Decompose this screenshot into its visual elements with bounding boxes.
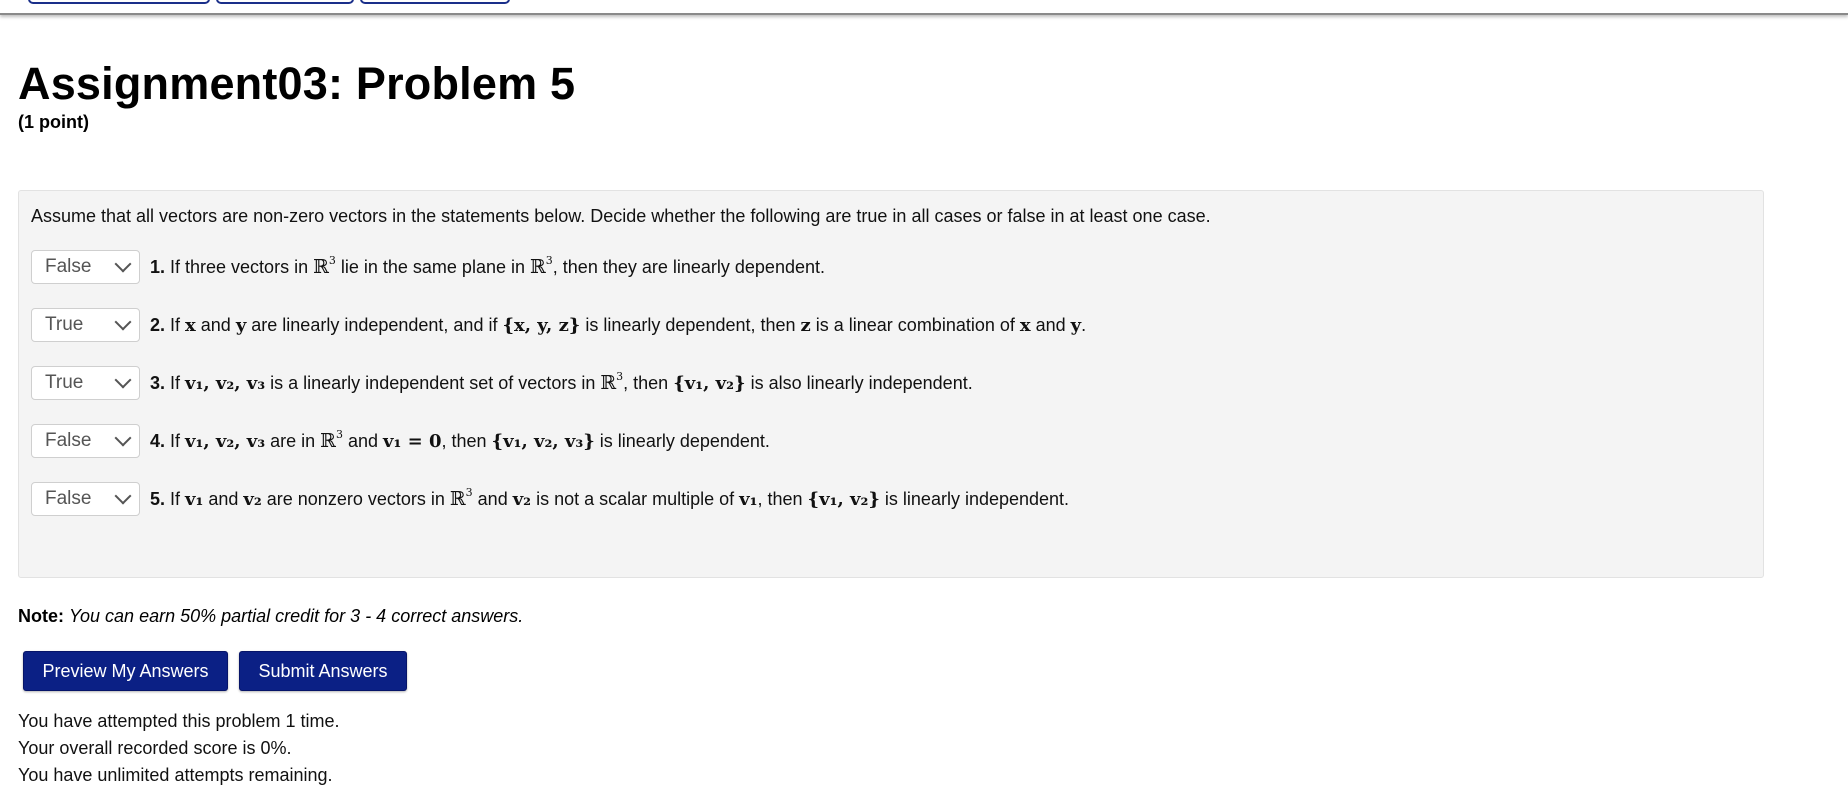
question-text-2: 2. If x and y are linearly independent, and if {x, y, z} is linearly dependent, then z is a linear combination of x and y. (150, 314, 1087, 336)
score-status: Your overall recorded score is 0%. (18, 738, 292, 758)
page-title: Assignment03: Problem 5 (18, 58, 576, 109)
question-text-4: 4. If v₁, v₂, v₃ are in ℝ$^3$ and v₁ = 0, then {v₁, v₂, v₃} is linearly dependent. (150, 428, 770, 452)
note-text: You can earn 50% partial credit for 3 - 4 correct answers. (69, 606, 524, 626)
question-text-5: 5. If v₁ and v₂ are nonzero vectors in ℝ$^3$ and v₂ is not a scalar multiple of v₁, then {v₁, v₂} is linearly independent. (150, 486, 1070, 510)
top-nav-button[interactable] (216, 0, 354, 4)
top-nav-bar (0, 0, 1848, 15)
attempts-status: You have attempted this problem 1 time. (18, 711, 340, 731)
chevron-down-icon (115, 314, 132, 331)
answer-select-value: True (45, 314, 84, 335)
answer-select-value: False (45, 256, 92, 277)
chevron-down-icon (115, 256, 132, 273)
problem-intro: Assume that all vectors are non-zero vectors in the statements below. Decide whether the following are true in all cases or false in at least one case. (31, 206, 1211, 226)
chevron-down-icon (115, 372, 132, 389)
remaining-status: You have unlimited attempts remaining. (18, 765, 333, 785)
question-row (31, 307, 1086, 343)
answer-select-1[interactable] (31, 250, 140, 284)
question-row (31, 365, 973, 401)
problem-points: (1 point) (18, 112, 89, 132)
partial-credit-note (18, 606, 523, 627)
chevron-down-icon (115, 430, 132, 447)
problem-panel (18, 190, 1764, 578)
answer-select-2[interactable] (31, 308, 140, 342)
question-text-3: 3. If v₁, v₂, v₃ is a linearly independent set of vectors in ℝ$^3$, then {v₁, v₂} is also linearly independent. (150, 370, 973, 394)
preview-answers-button[interactable]: Preview My Answers (23, 651, 228, 691)
chevron-down-icon (115, 488, 132, 505)
submit-answers-button[interactable]: Submit Answers (239, 651, 407, 691)
question-row (31, 423, 770, 459)
answer-select-3[interactable] (31, 366, 140, 400)
answer-select-value: True (45, 372, 84, 393)
answer-select-4[interactable] (31, 424, 140, 458)
top-nav-button[interactable] (360, 0, 510, 4)
question-row (31, 249, 825, 285)
top-nav-button[interactable] (28, 0, 210, 4)
question-text-1: 1. If three vectors in ℝ$^3$ lie in the same plane in ℝ$^3$, then they are linearly dependent. (150, 254, 825, 278)
answer-select-value: False (45, 430, 92, 451)
answer-select-5[interactable] (31, 482, 140, 516)
note-label: Note: (18, 606, 64, 626)
answer-select-value: False (45, 488, 92, 509)
question-row (31, 481, 1069, 517)
